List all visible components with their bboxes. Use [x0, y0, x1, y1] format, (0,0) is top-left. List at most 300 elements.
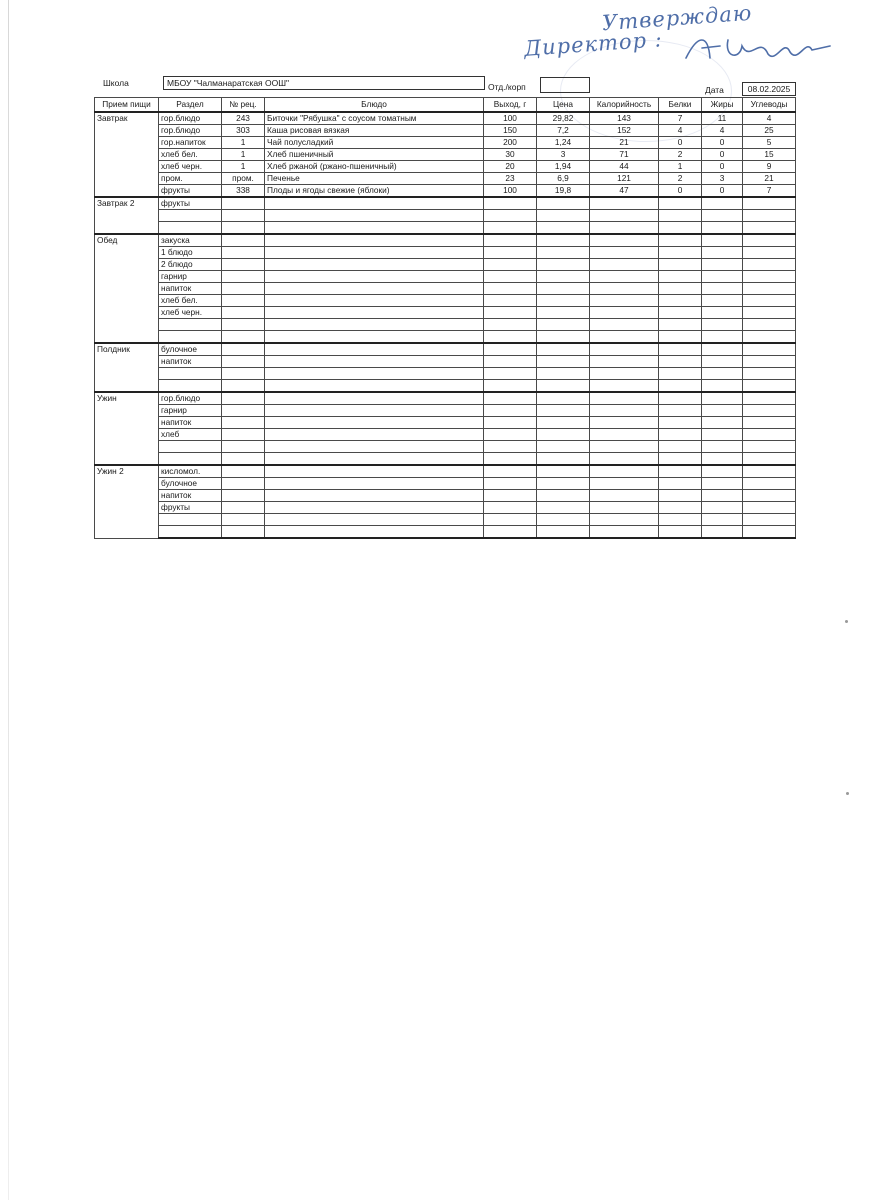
yield-cell [484, 417, 537, 429]
recipe-number-cell: 338 [222, 185, 265, 198]
recipe-number-cell [222, 405, 265, 417]
carbs-cell [743, 380, 796, 393]
protein-cell [659, 526, 702, 539]
dish-cell: Хлеб ржаной (ржано-пшеничный) [265, 161, 484, 173]
price-cell [537, 368, 590, 380]
table-row [95, 417, 796, 429]
yield-cell [484, 271, 537, 283]
price-cell [537, 465, 590, 478]
price-cell [537, 259, 590, 271]
yield-cell [484, 343, 537, 356]
recipe-number-cell [222, 417, 265, 429]
protein-cell [659, 514, 702, 526]
section-cell: гор.напиток [159, 137, 222, 149]
price-cell: 1,24 [537, 137, 590, 149]
table-row [95, 271, 796, 283]
protein-cell: 0 [659, 137, 702, 149]
price-cell [537, 295, 590, 307]
recipe-number-cell [222, 368, 265, 380]
protein-cell [659, 368, 702, 380]
price-cell [537, 392, 590, 405]
table-row [95, 453, 796, 466]
price-cell [537, 319, 590, 331]
dish-cell [265, 343, 484, 356]
dish-cell [265, 259, 484, 271]
carbs-cell [743, 490, 796, 502]
yield-cell [484, 356, 537, 368]
yield-cell [484, 331, 537, 344]
meal-name-cell: Завтрак [95, 112, 159, 197]
protein-cell [659, 295, 702, 307]
yield-cell [484, 490, 537, 502]
section-cell [159, 526, 222, 539]
calories-cell [590, 380, 659, 393]
price-cell [537, 234, 590, 247]
recipe-number-cell [222, 331, 265, 344]
calories-cell [590, 429, 659, 441]
price-cell [537, 307, 590, 319]
price-cell: 29,82 [537, 112, 590, 125]
calories-cell [590, 526, 659, 539]
yield-cell [484, 405, 537, 417]
table-row [95, 259, 796, 271]
recipe-number-cell [222, 429, 265, 441]
protein-cell [659, 210, 702, 222]
fat-cell [702, 307, 743, 319]
protein-cell [659, 405, 702, 417]
table-row [95, 185, 796, 198]
protein-cell [659, 319, 702, 331]
column-header-carbs: Углеводы [743, 98, 796, 113]
dish-cell [265, 283, 484, 295]
dish-cell [265, 441, 484, 453]
recipe-number-cell: пром. [222, 173, 265, 185]
recipe-number-cell [222, 295, 265, 307]
dish-cell [265, 526, 484, 539]
price-cell [537, 502, 590, 514]
protein-cell: 0 [659, 185, 702, 198]
protein-cell [659, 490, 702, 502]
section-cell: 1 блюдо [159, 247, 222, 259]
protein-cell [659, 343, 702, 356]
recipe-number-cell [222, 210, 265, 222]
fat-cell: 11 [702, 112, 743, 125]
yield-cell: 20 [484, 161, 537, 173]
scan-edge [8, 0, 9, 1200]
price-cell [537, 526, 590, 539]
carbs-cell [743, 502, 796, 514]
recipe-number-cell [222, 502, 265, 514]
fat-cell [702, 429, 743, 441]
protein-cell [659, 392, 702, 405]
carbs-cell [743, 429, 796, 441]
price-cell: 3 [537, 149, 590, 161]
dish-cell [265, 380, 484, 393]
carbs-cell [743, 417, 796, 429]
carbs-cell [743, 465, 796, 478]
carbs-cell [743, 356, 796, 368]
protein-cell [659, 356, 702, 368]
yield-cell [484, 392, 537, 405]
dish-cell [265, 356, 484, 368]
scan-dot [845, 620, 848, 623]
recipe-number-cell: 303 [222, 125, 265, 137]
carbs-cell [743, 526, 796, 539]
calories-cell [590, 502, 659, 514]
scan-dot [846, 792, 849, 795]
section-cell [159, 453, 222, 466]
section-cell: напиток [159, 417, 222, 429]
table-row [95, 465, 796, 478]
yield-cell [484, 441, 537, 453]
table-row [95, 392, 796, 405]
recipe-number-cell [222, 478, 265, 490]
menu-table-body [95, 112, 796, 538]
recipe-number-cell [222, 453, 265, 466]
protein-cell [659, 234, 702, 247]
date-field: 08.02.2025 [742, 82, 796, 96]
meal-name-cell: Полдник [95, 343, 159, 392]
protein-cell [659, 417, 702, 429]
dish-cell: Биточки "Рябушка" с соусом томатным [265, 112, 484, 125]
approval-handwriting [520, 0, 840, 68]
approval-line-2: Директор : [523, 27, 664, 61]
calories-cell [590, 295, 659, 307]
dish-cell [265, 210, 484, 222]
yield-cell [484, 465, 537, 478]
column-header-protein: Белки [659, 98, 702, 113]
carbs-cell [743, 478, 796, 490]
protein-cell: 7 [659, 112, 702, 125]
yield-cell [484, 259, 537, 271]
calories-cell: 71 [590, 149, 659, 161]
calories-cell: 47 [590, 185, 659, 198]
dish-cell [265, 331, 484, 344]
price-cell [537, 429, 590, 441]
section-cell: фрукты [159, 185, 222, 198]
column-header-dish: Блюдо [265, 98, 484, 113]
dish-cell [265, 490, 484, 502]
calories-cell [590, 197, 659, 210]
table-row [95, 247, 796, 259]
yield-cell [484, 319, 537, 331]
protein-cell [659, 222, 702, 235]
director-signature [680, 28, 840, 68]
protein-cell [659, 247, 702, 259]
fat-cell [702, 283, 743, 295]
yield-cell [484, 368, 537, 380]
calories-cell [590, 222, 659, 235]
recipe-number-cell [222, 392, 265, 405]
section-cell: фрукты [159, 197, 222, 210]
yield-cell [484, 295, 537, 307]
dish-cell: Хлеб пшеничный [265, 149, 484, 161]
price-cell [537, 197, 590, 210]
carbs-cell: 21 [743, 173, 796, 185]
yield-cell [484, 502, 537, 514]
dish-cell [265, 405, 484, 417]
protein-cell [659, 453, 702, 466]
column-header-meal: Прием пищи [95, 98, 159, 113]
protein-cell: 2 [659, 173, 702, 185]
section-cell [159, 319, 222, 331]
recipe-number-cell [222, 234, 265, 247]
price-cell: 19,8 [537, 185, 590, 198]
fat-cell: 0 [702, 149, 743, 161]
section-cell: булочное [159, 343, 222, 356]
yield-cell [484, 247, 537, 259]
carbs-cell [743, 392, 796, 405]
protein-cell [659, 502, 702, 514]
fat-cell [702, 392, 743, 405]
calories-cell [590, 453, 659, 466]
recipe-number-cell [222, 441, 265, 453]
fat-cell [702, 380, 743, 393]
calories-cell: 21 [590, 137, 659, 149]
table-row [95, 173, 796, 185]
price-cell: 6,9 [537, 173, 590, 185]
price-cell [537, 283, 590, 295]
carbs-cell [743, 343, 796, 356]
section-cell [159, 514, 222, 526]
table-row [95, 222, 796, 235]
table-row [95, 356, 796, 368]
fat-cell [702, 210, 743, 222]
yield-cell: 100 [484, 185, 537, 198]
protein-cell [659, 307, 702, 319]
yield-cell [484, 526, 537, 539]
fat-cell: 4 [702, 125, 743, 137]
table-row [95, 441, 796, 453]
column-header-recipe-number: № рец. [222, 98, 265, 113]
recipe-number-cell [222, 319, 265, 331]
fat-cell [702, 417, 743, 429]
price-cell [537, 514, 590, 526]
dish-cell [265, 247, 484, 259]
carbs-cell [743, 210, 796, 222]
section-cell: напиток [159, 490, 222, 502]
dish-cell [265, 465, 484, 478]
table-row [95, 514, 796, 526]
yield-cell [484, 453, 537, 466]
fat-cell [702, 526, 743, 539]
calories-cell [590, 478, 659, 490]
protein-cell [659, 380, 702, 393]
recipe-number-cell [222, 247, 265, 259]
calories-cell [590, 356, 659, 368]
yield-cell: 150 [484, 125, 537, 137]
fat-cell [702, 319, 743, 331]
yield-cell [484, 380, 537, 393]
fat-cell: 0 [702, 137, 743, 149]
fat-cell [702, 331, 743, 344]
meal-name-cell: Ужин [95, 392, 159, 465]
dish-cell [265, 307, 484, 319]
yield-cell: 30 [484, 149, 537, 161]
yield-cell [484, 234, 537, 247]
yield-cell: 23 [484, 173, 537, 185]
section-cell [159, 331, 222, 344]
dish-cell [265, 234, 484, 247]
fat-cell [702, 514, 743, 526]
table-row [95, 331, 796, 344]
section-cell: 2 блюдо [159, 259, 222, 271]
section-cell: гор.блюдо [159, 112, 222, 125]
carbs-cell: 9 [743, 161, 796, 173]
recipe-number-cell: 1 [222, 137, 265, 149]
date-label: Дата [705, 85, 724, 95]
yield-cell [484, 514, 537, 526]
protein-cell [659, 283, 702, 295]
price-cell [537, 490, 590, 502]
fat-cell [702, 271, 743, 283]
price-cell [537, 356, 590, 368]
calories-cell: 152 [590, 125, 659, 137]
table-row [95, 319, 796, 331]
fat-cell [702, 247, 743, 259]
carbs-cell [743, 331, 796, 344]
table-row [95, 112, 796, 125]
price-cell: 1,94 [537, 161, 590, 173]
calories-cell [590, 283, 659, 295]
approval-line-1: Утверждаю [601, 0, 754, 36]
price-cell [537, 271, 590, 283]
section-cell [159, 380, 222, 393]
section-cell: хлеб черн. [159, 307, 222, 319]
calories-cell [590, 514, 659, 526]
price-cell [537, 247, 590, 259]
section-cell: гарнир [159, 271, 222, 283]
yield-cell [484, 210, 537, 222]
table-row [95, 307, 796, 319]
carbs-cell [743, 453, 796, 466]
menu-table [94, 97, 796, 539]
carbs-cell [743, 247, 796, 259]
fat-cell [702, 222, 743, 235]
table-header-row [95, 98, 796, 113]
dish-cell [265, 392, 484, 405]
fat-cell [702, 453, 743, 466]
protein-cell [659, 271, 702, 283]
fat-cell [702, 405, 743, 417]
calories-cell [590, 307, 659, 319]
recipe-number-cell [222, 514, 265, 526]
fat-cell [702, 343, 743, 356]
calories-cell [590, 441, 659, 453]
recipe-number-cell [222, 343, 265, 356]
carbs-cell [743, 319, 796, 331]
table-row [95, 502, 796, 514]
school-name-field: МБОУ "Чалманаратская ООШ" [163, 76, 485, 90]
calories-cell [590, 247, 659, 259]
recipe-number-cell [222, 271, 265, 283]
calories-cell [590, 319, 659, 331]
protein-cell [659, 465, 702, 478]
yield-cell: 200 [484, 137, 537, 149]
fat-cell [702, 502, 743, 514]
protein-cell [659, 429, 702, 441]
carbs-cell [743, 283, 796, 295]
carbs-cell [743, 222, 796, 235]
calories-cell [590, 405, 659, 417]
table-row [95, 137, 796, 149]
recipe-number-cell: 243 [222, 112, 265, 125]
school-label: Школа [103, 78, 129, 88]
calories-cell [590, 465, 659, 478]
recipe-number-cell: 1 [222, 149, 265, 161]
calories-cell [590, 271, 659, 283]
dish-cell [265, 222, 484, 235]
section-cell: хлеб бел. [159, 149, 222, 161]
calories-cell: 44 [590, 161, 659, 173]
dish-cell [265, 514, 484, 526]
section-cell: хлеб бел. [159, 295, 222, 307]
price-cell [537, 343, 590, 356]
table-row [95, 295, 796, 307]
price-cell [537, 453, 590, 466]
protein-cell [659, 441, 702, 453]
table-row [95, 368, 796, 380]
recipe-number-cell [222, 526, 265, 539]
column-header-fat: Жиры [702, 98, 743, 113]
table-row [95, 197, 796, 210]
yield-cell [484, 307, 537, 319]
dish-cell: Плоды и ягоды свежие (яблоки) [265, 185, 484, 198]
section-cell: булочное [159, 478, 222, 490]
calories-cell [590, 417, 659, 429]
carbs-cell [743, 307, 796, 319]
protein-cell: 1 [659, 161, 702, 173]
protein-cell [659, 478, 702, 490]
table-row [95, 283, 796, 295]
calories-cell [590, 331, 659, 344]
yield-cell [484, 429, 537, 441]
calories-cell [590, 210, 659, 222]
meal-name-cell: Ужин 2 [95, 465, 159, 538]
recipe-number-cell [222, 490, 265, 502]
dish-cell [265, 197, 484, 210]
column-header-yield: Выход, г [484, 98, 537, 113]
recipe-number-cell [222, 307, 265, 319]
recipe-number-cell [222, 356, 265, 368]
fat-cell [702, 259, 743, 271]
calories-cell [590, 368, 659, 380]
fat-cell [702, 490, 743, 502]
section-cell: хлеб черн. [159, 161, 222, 173]
table-row [95, 149, 796, 161]
price-cell [537, 222, 590, 235]
section-cell: кисломол. [159, 465, 222, 478]
calories-cell [590, 259, 659, 271]
carbs-cell [743, 259, 796, 271]
carbs-cell: 4 [743, 112, 796, 125]
protein-cell [659, 197, 702, 210]
column-header-calories: Калорийность [590, 98, 659, 113]
carbs-cell: 7 [743, 185, 796, 198]
price-cell [537, 441, 590, 453]
protein-cell [659, 259, 702, 271]
fat-cell [702, 441, 743, 453]
yield-cell: 100 [484, 112, 537, 125]
calories-cell [590, 490, 659, 502]
carbs-cell [743, 514, 796, 526]
meal-name-cell: Завтрак 2 [95, 197, 159, 234]
recipe-number-cell [222, 465, 265, 478]
price-cell [537, 478, 590, 490]
carbs-cell [743, 197, 796, 210]
price-cell [537, 417, 590, 429]
yield-cell [484, 283, 537, 295]
